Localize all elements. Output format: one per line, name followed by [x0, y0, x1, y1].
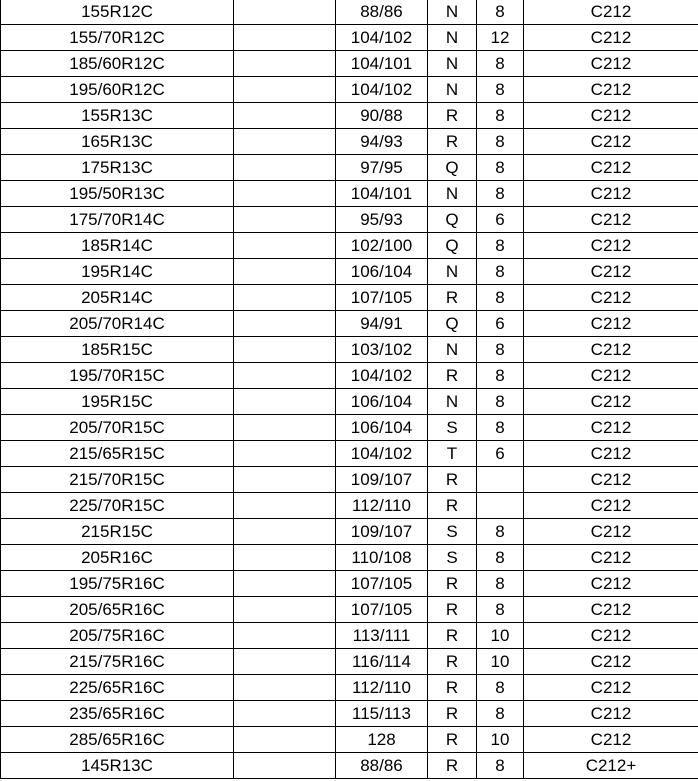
pattern-code-cell: C212 [524, 77, 698, 103]
ply-rating-cell: 8 [477, 0, 524, 25]
load-index-cell: 104/102 [336, 77, 428, 103]
empty-cell [234, 363, 336, 389]
empty-cell [234, 493, 336, 519]
speed-rating-cell: N [428, 259, 477, 285]
ply-rating-cell: 10 [477, 727, 524, 753]
load-index-cell: 112/110 [336, 675, 428, 701]
empty-cell [234, 207, 336, 233]
load-index-cell: 104/102 [336, 441, 428, 467]
tire-size-cell: 195/50R13C [1, 181, 234, 207]
ply-rating-cell [477, 467, 524, 493]
ply-rating-cell: 8 [477, 233, 524, 259]
empty-cell [234, 701, 336, 727]
table-row [1, 311, 698, 337]
empty-cell [234, 519, 336, 545]
ply-rating-cell: 10 [477, 649, 524, 675]
speed-rating-cell: S [428, 519, 477, 545]
ply-rating-cell: 10 [477, 623, 524, 649]
pattern-code-cell: C212 [524, 103, 698, 129]
speed-rating-cell: R [428, 727, 477, 753]
pattern-code-cell: C212 [524, 597, 698, 623]
speed-rating-cell: R [428, 649, 477, 675]
table-row [1, 363, 698, 389]
ply-rating-cell: 8 [477, 545, 524, 571]
load-index-cell: 104/102 [336, 363, 428, 389]
table-row [1, 623, 698, 649]
ply-rating-cell: 6 [477, 207, 524, 233]
table-row [1, 51, 698, 77]
table-row [1, 415, 698, 441]
empty-cell [234, 675, 336, 701]
load-index-cell: 115/113 [336, 701, 428, 727]
pattern-code-cell: C212 [524, 181, 698, 207]
ply-rating-cell: 8 [477, 571, 524, 597]
load-index-cell: 95/93 [336, 207, 428, 233]
speed-rating-cell: R [428, 571, 477, 597]
table-body [1, 0, 698, 779]
tire-size-cell: 185/60R12C [1, 51, 234, 77]
pattern-code-cell: C212 [524, 363, 698, 389]
load-index-cell: 88/86 [336, 0, 428, 25]
table-row [1, 259, 698, 285]
load-index-cell: 88/86 [336, 753, 428, 779]
speed-rating-cell: R [428, 285, 477, 311]
speed-rating-cell: Q [428, 207, 477, 233]
speed-rating-cell: N [428, 389, 477, 415]
tire-size-cell: 165R13C [1, 129, 234, 155]
load-index-cell: 90/88 [336, 103, 428, 129]
table-row [1, 181, 698, 207]
table-row [1, 0, 698, 25]
pattern-code-cell: C212 [524, 493, 698, 519]
pattern-code-cell: C212 [524, 259, 698, 285]
load-index-cell: 128 [336, 727, 428, 753]
load-index-cell: 94/93 [336, 129, 428, 155]
speed-rating-cell: N [428, 25, 477, 51]
empty-cell [234, 155, 336, 181]
ply-rating-cell: 12 [477, 25, 524, 51]
tire-size-cell: 205/75R16C [1, 623, 234, 649]
empty-cell [234, 233, 336, 259]
speed-rating-cell: R [428, 467, 477, 493]
ply-rating-cell: 8 [477, 259, 524, 285]
empty-cell [234, 545, 336, 571]
empty-cell [234, 441, 336, 467]
tire-size-cell: 195/70R15C [1, 363, 234, 389]
speed-rating-cell: Q [428, 155, 477, 181]
pattern-code-cell: C212 [524, 389, 698, 415]
tire-size-cell: 215/75R16C [1, 649, 234, 675]
load-index-cell: 104/101 [336, 181, 428, 207]
ply-rating-cell: 8 [477, 753, 524, 779]
pattern-code-cell: C212 [524, 623, 698, 649]
table-row [1, 649, 698, 675]
load-index-cell: 104/101 [336, 51, 428, 77]
ply-rating-cell: 6 [477, 441, 524, 467]
empty-cell [234, 129, 336, 155]
load-index-cell: 103/102 [336, 337, 428, 363]
tire-size-cell: 215R15C [1, 519, 234, 545]
tire-size-cell: 205/65R16C [1, 597, 234, 623]
table-row [1, 155, 698, 181]
table-row [1, 545, 698, 571]
load-index-cell: 109/107 [336, 519, 428, 545]
load-index-cell: 104/102 [336, 25, 428, 51]
empty-cell [234, 571, 336, 597]
pattern-code-cell: C212 [524, 337, 698, 363]
pattern-code-cell: C212 [524, 129, 698, 155]
speed-rating-cell: R [428, 753, 477, 779]
tire-size-cell: 155/70R12C [1, 25, 234, 51]
empty-cell [234, 77, 336, 103]
ply-rating-cell: 8 [477, 389, 524, 415]
speed-rating-cell: R [428, 363, 477, 389]
empty-cell [234, 753, 336, 779]
speed-rating-cell: R [428, 129, 477, 155]
speed-rating-cell: R [428, 675, 477, 701]
load-index-cell: 107/105 [336, 597, 428, 623]
pattern-code-cell: C212 [524, 519, 698, 545]
pattern-code-cell: C212 [524, 701, 698, 727]
ply-rating-cell: 8 [477, 519, 524, 545]
tire-size-cell: 205R14C [1, 285, 234, 311]
table-row [1, 233, 698, 259]
speed-rating-cell: N [428, 51, 477, 77]
tire-size-cell: 215/70R15C [1, 467, 234, 493]
load-index-cell: 106/104 [336, 389, 428, 415]
ply-rating-cell: 8 [477, 155, 524, 181]
table-row [1, 701, 698, 727]
tire-size-cell: 225/70R15C [1, 493, 234, 519]
pattern-code-cell: C212 [524, 0, 698, 25]
load-index-cell: 107/105 [336, 285, 428, 311]
tire-size-cell: 185R14C [1, 233, 234, 259]
table-row [1, 103, 698, 129]
empty-cell [234, 25, 336, 51]
table-row [1, 25, 698, 51]
load-index-cell: 109/107 [336, 467, 428, 493]
pattern-code-cell: C212 [524, 285, 698, 311]
table-row [1, 493, 698, 519]
tire-size-cell: 195/75R16C [1, 571, 234, 597]
table-row [1, 389, 698, 415]
pattern-code-cell: C212 [524, 545, 698, 571]
tire-size-cell: 215/65R15C [1, 441, 234, 467]
ply-rating-cell: 8 [477, 415, 524, 441]
empty-cell [234, 597, 336, 623]
tire-size-cell: 225/65R16C [1, 675, 234, 701]
tire-size-cell: 155R13C [1, 103, 234, 129]
table-row [1, 727, 698, 753]
speed-rating-cell: N [428, 0, 477, 25]
ply-rating-cell: 8 [477, 77, 524, 103]
pattern-code-cell: C212 [524, 155, 698, 181]
ply-rating-cell: 8 [477, 129, 524, 155]
ply-rating-cell: 8 [477, 103, 524, 129]
tire-size-cell: 175/70R14C [1, 207, 234, 233]
empty-cell [234, 0, 336, 25]
pattern-code-cell: C212 [524, 311, 698, 337]
empty-cell [234, 649, 336, 675]
empty-cell [234, 181, 336, 207]
empty-cell [234, 311, 336, 337]
pattern-code-cell: C212 [524, 207, 698, 233]
speed-rating-cell: Q [428, 311, 477, 337]
ply-rating-cell [477, 493, 524, 519]
table-row [1, 337, 698, 363]
ply-rating-cell: 8 [477, 597, 524, 623]
tire-size-cell: 195R14C [1, 259, 234, 285]
tire-size-cell: 205/70R15C [1, 415, 234, 441]
speed-rating-cell: N [428, 181, 477, 207]
load-index-cell: 116/114 [336, 649, 428, 675]
empty-cell [234, 389, 336, 415]
tire-size-cell: 195R15C [1, 389, 234, 415]
tire-size-cell: 235/65R16C [1, 701, 234, 727]
speed-rating-cell: S [428, 415, 477, 441]
empty-cell [234, 51, 336, 77]
tire-size-cell: 285/65R16C [1, 727, 234, 753]
load-index-cell: 94/91 [336, 311, 428, 337]
tire-size-cell: 145R13C [1, 753, 234, 779]
load-index-cell: 106/104 [336, 415, 428, 441]
speed-rating-cell: R [428, 493, 477, 519]
empty-cell [234, 467, 336, 493]
tire-size-cell: 205R16C [1, 545, 234, 571]
tire-size-cell: 175R13C [1, 155, 234, 181]
tire-size-cell: 155R12C [1, 0, 234, 25]
load-index-cell: 113/111 [336, 623, 428, 649]
ply-rating-cell: 8 [477, 285, 524, 311]
empty-cell [234, 103, 336, 129]
ply-rating-cell: 8 [477, 363, 524, 389]
pattern-code-cell: C212 [524, 233, 698, 259]
table-row [1, 207, 698, 233]
table-row [1, 441, 698, 467]
pattern-code-cell: C212 [524, 727, 698, 753]
speed-rating-cell: T [428, 441, 477, 467]
empty-cell [234, 285, 336, 311]
speed-rating-cell: R [428, 597, 477, 623]
empty-cell [234, 337, 336, 363]
ply-rating-cell: 8 [477, 701, 524, 727]
table-row [1, 675, 698, 701]
ply-rating-cell: 8 [477, 337, 524, 363]
pattern-code-cell: C212 [524, 25, 698, 51]
ply-rating-cell: 8 [477, 675, 524, 701]
empty-cell [234, 727, 336, 753]
load-index-cell: 102/100 [336, 233, 428, 259]
speed-rating-cell: R [428, 103, 477, 129]
ply-rating-cell: 6 [477, 311, 524, 337]
pattern-code-cell: C212 [524, 415, 698, 441]
empty-cell [234, 415, 336, 441]
load-index-cell: 97/95 [336, 155, 428, 181]
tire-size-cell: 205/70R14C [1, 311, 234, 337]
pattern-code-cell: C212 [524, 571, 698, 597]
empty-cell [234, 259, 336, 285]
pattern-code-cell: C212 [524, 467, 698, 493]
pattern-code-cell: C212 [524, 441, 698, 467]
table-row [1, 129, 698, 155]
table-row [1, 519, 698, 545]
speed-rating-cell: Q [428, 233, 477, 259]
speed-rating-cell: N [428, 77, 477, 103]
load-index-cell: 107/105 [336, 571, 428, 597]
table-row [1, 753, 698, 779]
table-row [1, 285, 698, 311]
ply-rating-cell: 8 [477, 181, 524, 207]
table-row [1, 597, 698, 623]
speed-rating-cell: S [428, 545, 477, 571]
speed-rating-cell: R [428, 701, 477, 727]
tire-size-cell: 185R15C [1, 337, 234, 363]
table-row [1, 77, 698, 103]
speed-rating-cell: R [428, 623, 477, 649]
tire-size-cell: 195/60R12C [1, 77, 234, 103]
table-row [1, 571, 698, 597]
load-index-cell: 106/104 [336, 259, 428, 285]
pattern-code-cell: C212+ [524, 753, 698, 779]
load-index-cell: 110/108 [336, 545, 428, 571]
empty-cell [234, 623, 336, 649]
pattern-code-cell: C212 [524, 51, 698, 77]
ply-rating-cell: 8 [477, 51, 524, 77]
pattern-code-cell: C212 [524, 675, 698, 701]
load-index-cell: 112/110 [336, 493, 428, 519]
pattern-code-cell: C212 [524, 649, 698, 675]
speed-rating-cell: N [428, 337, 477, 363]
table-row [1, 467, 698, 493]
